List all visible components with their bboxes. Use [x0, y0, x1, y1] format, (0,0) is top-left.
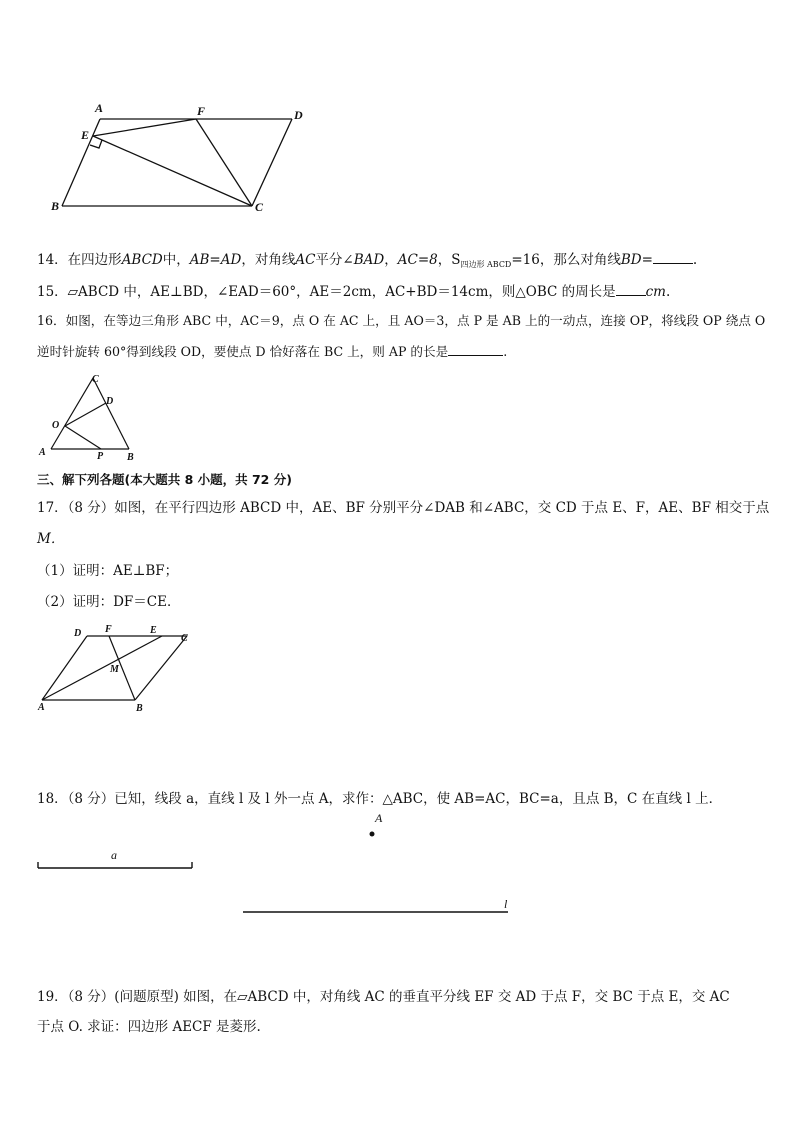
fig18-line-label: l — [504, 897, 508, 911]
fig17-label-d: D — [74, 628, 82, 639]
q14-text-a: 14．在四边形 — [37, 252, 122, 268]
q14-bad: BAD — [353, 252, 385, 268]
q18-text: 18．（8 分）已知，线段 a，直线 l 及 l 外一点 A，求作：△ABC，使 AB=AC，BC=a，且点 B，C 在直线 l 上． — [37, 791, 723, 807]
q14-end: . — [692, 252, 698, 268]
q14-subscript: 四边形 ABCD — [460, 260, 512, 269]
fig18-point-label: A — [375, 811, 383, 825]
fig16-label-p: P — [97, 451, 104, 462]
triangle-figure-q16 — [30, 370, 150, 465]
q15-text: 15．▱ABCD 中，AE⊥BD，∠EAD＝60°，AE＝2cm，AC+BD＝14cm，则△OBC 的周长是 — [37, 284, 616, 300]
fig17-label-a: A — [38, 702, 45, 713]
fig13-label-b: B — [51, 199, 60, 213]
fig17-label-f: F — [105, 624, 112, 635]
q15-unit: cm — [645, 284, 666, 300]
q14-text-g: =16，那么对角线 — [511, 252, 621, 268]
q16-text-1: 16．如图，在等边三角形 ABC 中，AC＝9，点 O 在 AC 上，且 AO＝3，点 P 是 AB 上的一动点，连接 OP，将线段 OP 绕点 O — [37, 313, 766, 328]
q16-answer-blank[interactable] — [448, 341, 503, 356]
q16-end: . — [503, 344, 508, 359]
section-3-text: 三、解下列各题(本大题共 8 小题，共 72 分) — [37, 472, 292, 487]
fig16-label-o: O — [52, 420, 60, 431]
fig16-label-d: D — [106, 396, 114, 407]
construction-figure-q18 — [30, 810, 530, 922]
q14-text-d: 平分∠ — [315, 252, 354, 268]
q17-text-1: 17．（8 分）如图，在平行四边形 ABCD 中，AE、BF 分别平分∠DAB 和∠ABC，交 CD 于点 E、F，AE、BF 相交于点 — [37, 500, 770, 516]
parallelogram-figure-q17 — [32, 622, 202, 714]
q14-abcd: ABCD — [121, 252, 163, 268]
q17-sub-2: （2）证明：DF＝CE． — [37, 594, 181, 610]
section-3-heading — [37, 470, 292, 490]
fig13-label-d: D — [294, 108, 303, 122]
q17-text-2: M． — [37, 531, 65, 547]
question-19-line-2 — [37, 1017, 261, 1037]
question-17-part-1 — [37, 561, 178, 581]
question-17-line-1 — [37, 498, 769, 518]
parallelogram-figure-q13 — [45, 98, 315, 218]
fig13-label-a: A — [95, 101, 104, 115]
question-18 — [37, 789, 722, 809]
question-17-line-2 — [37, 529, 64, 549]
q19-text-2: 于点 O. 求证：四边形 AECF 是菱形. — [37, 1019, 261, 1035]
q14-answer-blank[interactable] — [653, 249, 693, 264]
fig17-label-b: B — [136, 703, 143, 714]
point-a-dot — [370, 832, 375, 837]
fig17-label-e: E — [150, 625, 157, 636]
q14-cond: AB=AD — [189, 252, 242, 268]
fig16-label-c: C — [92, 374, 99, 385]
fig13-label-e: E — [81, 128, 90, 142]
question-14 — [37, 249, 697, 275]
question-15 — [37, 281, 670, 302]
q14-text-c: ，对角线 — [241, 252, 296, 268]
q14-ac8: AC=8 — [397, 252, 438, 268]
q14-text-b: 中， — [162, 252, 190, 268]
q14-text-f: ，S — [437, 252, 461, 268]
q16-text-2: 逆时针旋转 60°得到线段 OD，要使点 D 恰好落在 BC 上，则 AP 的长是 — [37, 344, 449, 359]
fig17-label-m: M — [110, 664, 119, 675]
q17-sub-1: （1）证明：AE⊥BF； — [37, 563, 179, 579]
q15-end: . — [665, 284, 671, 300]
question-17-part-2 — [37, 592, 180, 612]
question-16-line-2 — [37, 341, 507, 362]
fig16-label-a: A — [39, 447, 46, 458]
q15-answer-blank[interactable] — [616, 281, 646, 296]
fig17-label-c: C — [181, 633, 188, 644]
fig13-label-c: C — [255, 200, 264, 214]
q14-ac: AC — [295, 252, 316, 268]
fig16-label-b: B — [127, 452, 134, 463]
q14-bd: BD= — [620, 252, 653, 268]
fig13-label-f: F — [197, 104, 206, 118]
q14-text-e: ， — [384, 252, 398, 268]
question-16-line-1 — [37, 311, 765, 331]
fig18-segment-label: a — [111, 848, 117, 862]
q19-text-1: 19．（8 分）(问题原型) 如图，在▱ABCD 中，对角线 AC 的垂直平分线 EF 交 AD 于点 F，交 BC 于点 E，交 AC — [37, 989, 730, 1005]
question-19-line-1 — [37, 987, 730, 1007]
